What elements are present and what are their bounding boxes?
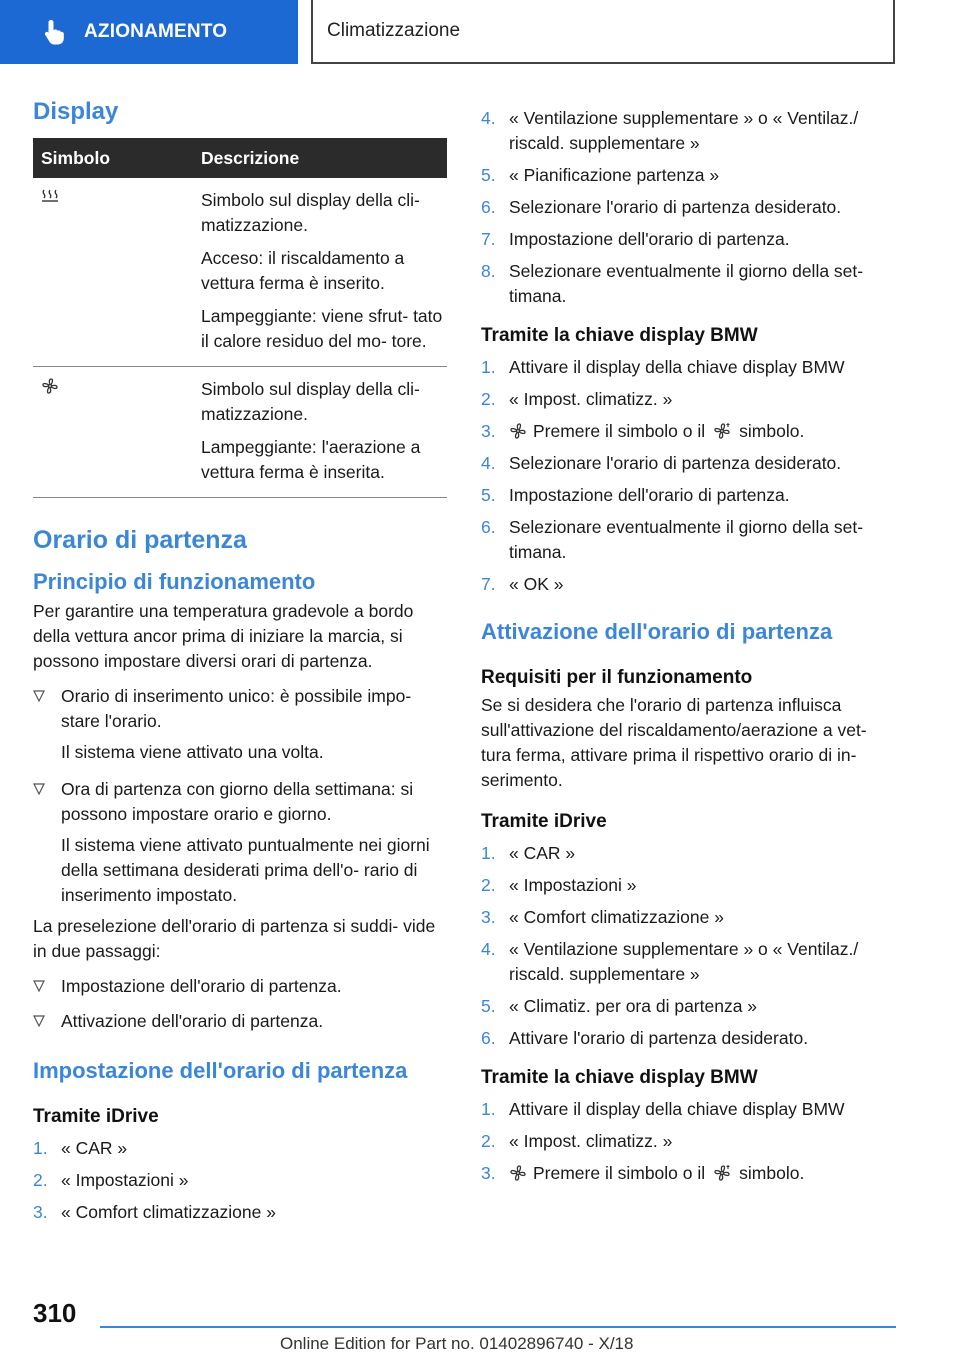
table-header-symbol: Simbolo [33,138,191,178]
step-text: Selezionare l'orario di partenza desiderato. [509,453,842,473]
preselezione-text: La preselezione dell'orario di partenza si suddi- vide in due passaggi: [33,916,436,961]
idrive-steps-2 [481,841,895,1051]
list-item [33,974,447,999]
chapter-tab: Climatizzazione [311,0,895,64]
fan-icon [509,422,527,440]
key-steps-2 [481,1097,895,1186]
requisiti-text: Se si desidera che l'orario di partenza influisca sull'attivazione del riscaldamento/aerazione a vet- tura ferma, attivare prima il rispettivo orario di in- serimento. [481,695,867,790]
step-text: « Comfort climatizzazione » [509,907,724,927]
list-item [481,227,895,252]
list-item [481,419,895,444]
right-column [481,106,895,1193]
table-header-description: Descrizione [191,138,447,178]
symbol-cell [33,178,191,367]
step-number: 6. [481,197,496,217]
fan-icon [41,377,59,395]
step-text: « OK » [509,574,564,594]
list-item [481,905,895,930]
section-title: AZIONAMENTO [84,21,228,42]
page-header [0,0,960,66]
step-number: 2. [481,875,496,895]
step-number: 1. [481,843,496,863]
list-item [481,1129,895,1154]
steps-overview-list [33,974,447,1034]
list-item [481,483,895,508]
orario-heading: Orario di partenza [33,526,247,554]
step-text: « CAR » [509,843,576,863]
symbol-cell [33,367,191,498]
list-item-text: Orario di inserimento unico: è possibile impo- stare l'orario. [61,686,412,731]
step-text: « Ventilazione supplementare » o « Ventilaz./ riscald. supplementare » [509,939,859,984]
step-text: « Impostazioni » [61,1170,189,1190]
step-number: 6. [481,517,496,537]
fan-icon [509,1164,527,1182]
list-item [481,873,895,898]
list-item-subtext: Il sistema viene attivato puntualmente nei giorni della settimana desiderati prima dell'o- rario di inserimento impostato. [61,835,430,905]
idrive-heading: Tramite iDrive [33,1106,159,1127]
description-line: Lampeggiante: viene sfrut- tato il calore residuo del mo- tore. [201,306,443,351]
list-item [481,387,895,412]
footer-divider [100,1326,896,1328]
step-text: « Impost. climatizz. » [509,1131,673,1151]
key-heading-1: Tramite la chiave display BMW [481,325,758,346]
step-text: simbolo. [739,1163,805,1183]
list-item-text: Impostazione dell'orario di partenza. [61,976,342,996]
list-item: 3. « Comfort climatizzazione » [33,1202,276,1222]
step-number: 8. [481,261,496,281]
triangle-bullet-icon [33,690,45,702]
idrive-steps [33,1136,447,1225]
fan-heat-icon [713,1164,731,1182]
step-number: 5. [481,996,496,1016]
fan-heat-icon [713,422,731,440]
list-item: 2. « Impostazioni » [33,1170,189,1190]
step-number: 6. [481,1028,496,1048]
list-item [481,106,895,156]
idrive-steps-continued [481,106,895,309]
page-number: 310 [33,1298,77,1328]
key-steps-1 [481,355,895,597]
requisiti-heading: Requisiti per il funzionamento [481,667,753,688]
step-text: Premere il simbolo o il [533,421,706,441]
display-heading: Display [33,98,119,125]
step-text: « Pianificazione partenza » [509,165,720,185]
description-line: Acceso: il riscaldamento a vettura ferma è inserito. [201,248,405,293]
step-text: « CAR » [61,1138,128,1158]
step-number: 7. [481,574,496,594]
step-text: Selezionare eventualmente il giorno della set- timana. [509,517,864,562]
description-cell [191,178,447,367]
description-line: Simbolo sul display della cli- matizzazione. [201,190,420,235]
list-item [481,1097,895,1122]
step-text: Selezionare l'orario di partenza desiderato. [509,197,842,217]
heating-icon [41,188,59,206]
key-heading-2: Tramite la chiave display BMW [481,1067,758,1088]
step-number: 5. [481,485,496,505]
step-number: 2. [481,1131,496,1151]
list-item [481,1026,895,1051]
step-number: 4. [481,453,496,473]
step-text: Impostazione dell'orario di partenza. [509,229,790,249]
table-row [33,367,447,498]
list-item: 1. « CAR » [33,1138,128,1158]
attivazione-heading: Attivazione dell'orario di partenza [481,619,833,644]
triangle-bullet-icon [33,980,45,992]
list-item [481,195,895,220]
list-item-subtext: Il sistema viene attivato una volta. [61,742,324,762]
step-number: 7. [481,229,496,249]
step-text: Attivare il display della chiave display BMW [509,357,845,377]
description-cell [191,367,447,498]
step-text: simbolo. [739,421,805,441]
list-item [481,572,895,597]
idrive-heading-2: Tramite iDrive [481,811,607,832]
step-number: 1. [481,357,496,377]
triangle-bullet-icon [33,783,45,795]
principio-text: Per garantire una temperatura gradevole a bordo della vettura ancor prima di iniziare la marcia, si possono impostare diversi orari di partenza. [33,601,414,671]
list-item [481,937,895,987]
list-item [481,451,895,476]
step-text: « Impost. climatizz. » [509,389,673,409]
principio-heading: Principio di funzionamento [33,569,316,594]
step-number: 5. [481,165,496,185]
description-line: Lampeggiante: l'aerazione a vettura ferma è inserita. [201,437,421,482]
list-item-text: Attivazione dell'orario di partenza. [61,1011,324,1031]
description-line: Simbolo sul display della cli- matizzazione. [201,379,420,424]
list-item [481,259,895,309]
step-number: 2. [481,389,496,409]
list-item [481,1161,895,1186]
step-text: « Ventilazione supplementare » o « Ventilaz./ riscald. supplementare » [509,108,859,153]
step-number: 3. [481,907,496,927]
impostazione-heading: Impostazione dell'orario di partenza [33,1058,408,1083]
step-number: 4. [481,939,496,959]
step-number: 4. [481,108,496,128]
list-item [481,994,895,1019]
step-text: « Climatiz. per ora di partenza » [509,996,758,1016]
symbol-table [33,138,447,498]
step-number: 3. [481,421,496,441]
left-column [33,98,447,1232]
step-number: 1. [481,1099,496,1119]
table-row [33,178,447,367]
list-item [33,777,447,908]
section-banner [0,0,298,64]
list-item-text: Ora di partenza con giorno della settimana: si possono impostare orario e giorno. [61,779,414,824]
list-item [481,355,895,380]
hand-pointer-icon [40,17,70,47]
step-text: Impostazione dell'orario di partenza. [509,485,790,505]
step-text: « Comfort climatizzazione » [61,1202,276,1222]
mode-list [33,684,447,908]
step-number: 3. [481,1163,496,1183]
step-text: Attivare il display della chiave display BMW [509,1099,845,1119]
list-item [33,1009,447,1034]
list-item [481,515,895,565]
step-text: Attivare l'orario di partenza desiderato. [509,1028,809,1048]
list-item [481,841,895,866]
step-text: Premere il simbolo o il [533,1163,706,1183]
list-item [33,684,447,765]
edition-note: Online Edition for Part no. 01402896740 - X/18 [280,1334,634,1353]
list-item [481,163,895,188]
step-text: Selezionare eventualmente il giorno della set- timana. [509,261,864,306]
step-text: « Impostazioni » [509,875,637,895]
triangle-bullet-icon [33,1015,45,1027]
